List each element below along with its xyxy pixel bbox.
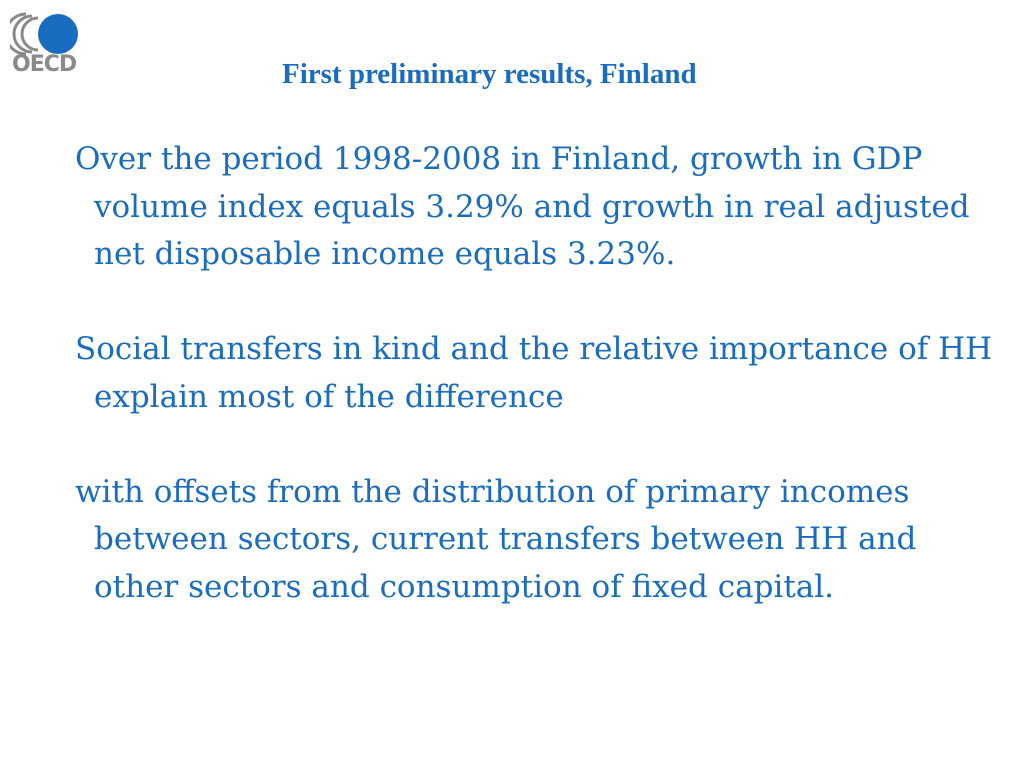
slide-title: First preliminary results, Finland [282, 58, 697, 90]
paragraph-social-transfers: Social transfers in kind and the relative importance of HH explain most of the difference [75, 331, 993, 415]
paragraph-gap [75, 279, 1005, 327]
slide-body [75, 136, 1005, 611]
oecd-logo-text: OECD [12, 52, 77, 77]
paragraph-growth: Over the period 1998-2008 in Finland, growth in GDP volume index equals 3.29% and growth in real adjusted net disposable income equals 3.23%. [75, 141, 970, 272]
paragraph-gap [75, 421, 1005, 469]
paragraph-offsets: with offsets from the distribution of primary incomes between sectors, current transfers between HH and other sectors and consumption of fixed capital. [75, 473, 917, 605]
oecd-logo [10, 10, 80, 82]
